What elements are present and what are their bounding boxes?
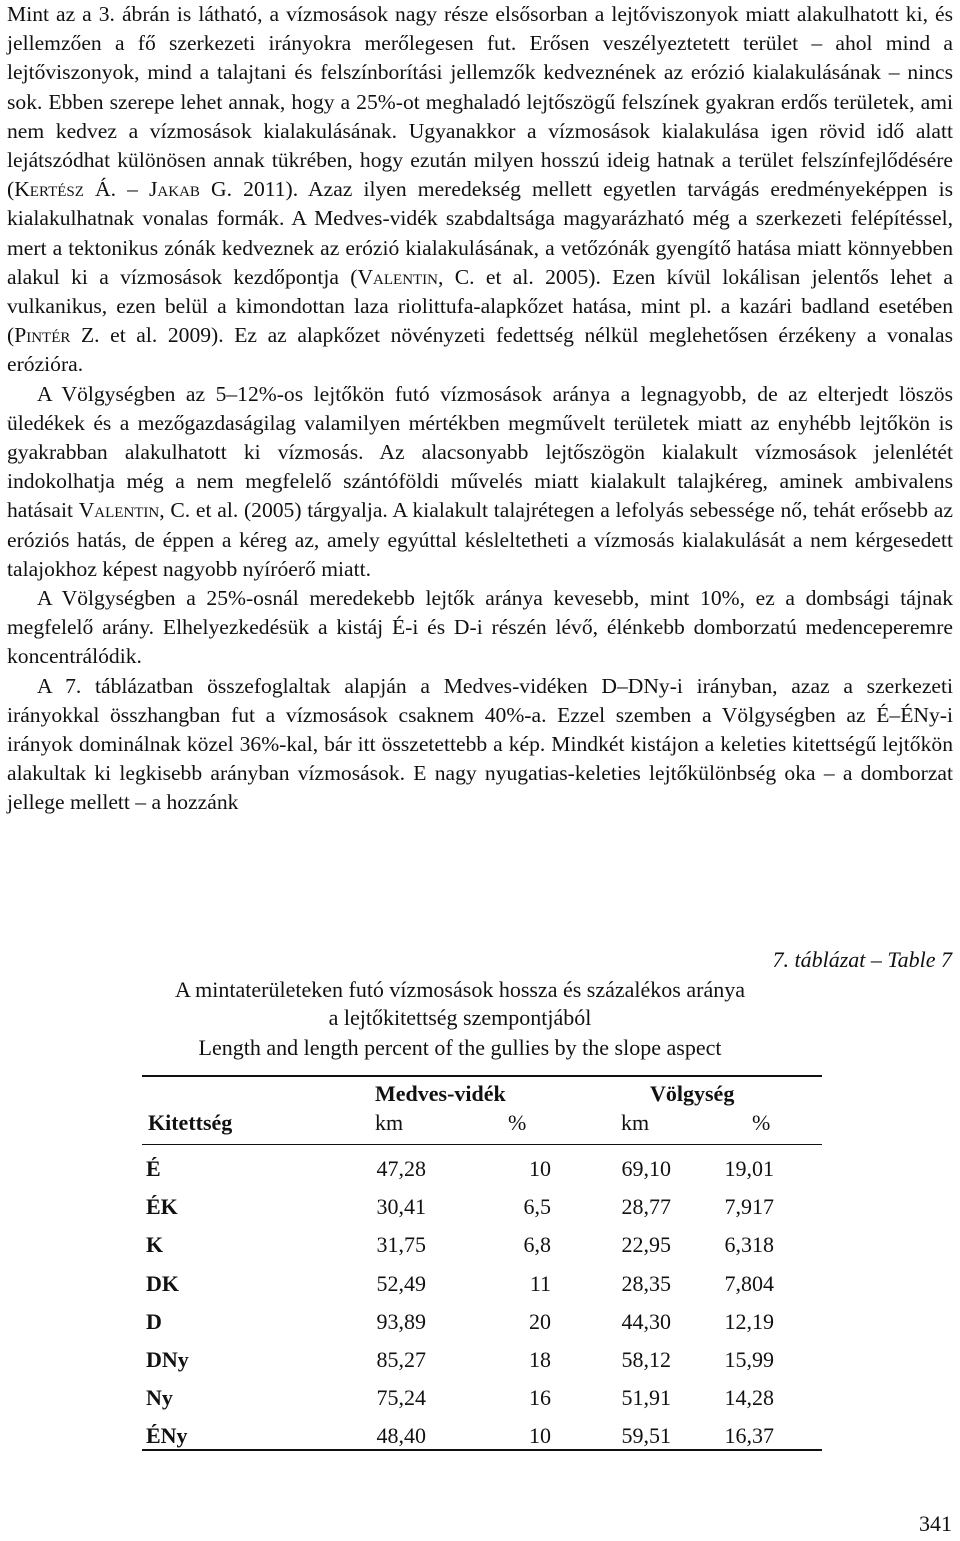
text-run: , C. et al. (2005) tárgyalja. A kialakult talajrétegen a lefolyás sebessége nő, tehát erősebb az eróziós hatás, de éppen a kéreg az, amely egyúttal késleltetheti a vízmosás kialakulását a nem kérgesedett talajokhoz képest nagyobb nyíróerő miatt.: [7, 498, 953, 581]
aspect-cell: ÉK: [146, 1194, 178, 1220]
paragraph: [7, 380, 953, 584]
author-name: Jakab: [149, 177, 200, 202]
paragraph: [7, 0, 953, 380]
medves-pct-cell: 10: [529, 1423, 551, 1449]
medves-km-cell: 31,75: [376, 1232, 426, 1258]
table-row: [146, 1150, 774, 1188]
volgyseg-km-cell: 28,77: [621, 1194, 671, 1220]
medves-pct-cell: 11: [529, 1270, 551, 1296]
table-row: [146, 1226, 774, 1264]
table-row: [146, 1265, 774, 1303]
aspect-cell: D: [146, 1308, 162, 1334]
medves-pct-cell: 18: [529, 1347, 551, 1373]
volgyseg-km-cell: 28,35: [621, 1270, 671, 1296]
table-title-en: Length and length percent of the gullies by the slope aspect: [198, 1035, 722, 1060]
aspect-cell: ÉNy: [146, 1423, 188, 1449]
volgyseg-pct-cell: 7,917: [724, 1194, 774, 1220]
volgyseg-pct-cell: 19,01: [724, 1156, 774, 1182]
table-top-rule: [142, 1075, 822, 1077]
medves-km-cell: 93,89: [376, 1308, 426, 1334]
medves-pct-cell: 20: [529, 1308, 551, 1334]
medves-km-cell: 47,28: [376, 1156, 426, 1182]
text-run: A Völgységben a 25%-osnál meredekebb lejtők aránya kevesebb, mint 10%, ez a dombsági tájnak megfelelő arány. Elhelyezkedésük a kistáj É-i és D-i részén lévő, élénkebb domborzatú medenceperemre koncentrálódik.: [7, 586, 953, 669]
volgyseg-km-cell: 22,95: [621, 1232, 671, 1258]
paragraph: [7, 672, 953, 818]
aspect-cell: DK: [146, 1270, 179, 1296]
author-name: Valentin: [78, 498, 160, 523]
volgyseg-pct-cell: 16,37: [724, 1423, 774, 1449]
table-header-rule: [142, 1144, 822, 1145]
author-name: Valentin: [357, 264, 439, 289]
paragraph: [7, 584, 953, 672]
medves-km-cell: 52,49: [376, 1270, 426, 1296]
medves-pct-cell: 6,5: [523, 1194, 551, 1220]
author-name: Pintér: [14, 323, 71, 348]
volgyseg-pct-cell: 12,19: [724, 1308, 774, 1334]
body-text: [7, 0, 953, 818]
volgyseg-km-cell: 59,51: [621, 1423, 671, 1449]
medves-km-cell: 85,27: [376, 1347, 426, 1373]
page-number: 341: [919, 1511, 952, 1536]
medves-km-cell: 48,40: [376, 1423, 426, 1449]
volgyseg-pct-cell: 7,804: [724, 1270, 774, 1296]
text-run: Á. –: [83, 177, 150, 202]
column-header-km-volgyseg: km: [621, 1110, 650, 1135]
medves-pct-cell: 6,8: [523, 1232, 551, 1258]
table-title-hu-line1: A mintaterületeken futó vízmosások hossza és százalékos aránya: [175, 977, 745, 1002]
group-header-medves: Medves-vidék: [375, 1081, 506, 1106]
volgyseg-pct-cell: 14,28: [724, 1385, 774, 1411]
table-row: [146, 1303, 774, 1341]
text-run: Z. et al. 2009). Ez az alapkőzet növényzeti fedettség nélkül meglehetősen érzékeny a vonalas erózióra.: [7, 323, 953, 377]
column-header-km-medves: km: [375, 1110, 404, 1135]
volgyseg-km-cell: 51,91: [621, 1385, 671, 1411]
group-header-volgyseg: Völgység: [650, 1081, 735, 1106]
volgyseg-pct-cell: 15,99: [724, 1347, 774, 1373]
data-table: [146, 1150, 774, 1456]
aspect-cell: DNy: [146, 1347, 189, 1373]
column-header-pct-medves: %: [508, 1110, 527, 1135]
volgyseg-km-cell: 44,30: [621, 1308, 671, 1334]
text-run: G. 2011). Azaz ilyen meredekség mellett egyetlen tarvágás eredményeképpen is kialakulhatnak vonalas formák. A Medves-vidék szabdaltsága magyarázható még a szerkezeti felépítéssel, mert a tektonikus zónák kedveznek az erózió kialakulásának, a vetőzónák gyengítő hatása miatt könnyebben alakul ki a vízmosások kezdőpontja (: [7, 177, 953, 289]
text-run: Mint az a 3. ábrán is látható, a vízmosások nagy része elsősorban a lejtőviszonyok miatt alakulhatott ki, és jellemzően a fő szerkezeti irányokra merőlegesen fut. Erősen veszélyeztetett terület – ahol mind a lejtőviszonyok, mind a talajtani és felszínborítási jellemzők kedveznének az erózió kialakulásának – nincs sok. Ebben szerepe lehet annak, hogy a 25%-ot meghaladó lejtőszögű felszínek gyakran erdős területek, ami nem kedvez a vízmosások kialakulásának. Ugyanakkor a vízmosások kialakulása igen rövid idő alatt lejátszódhat különösen annak tükrében, hogy ezután milyen hosszú ideig hatnak a terület felszínfejlődésére (: [7, 2, 953, 202]
text-run: , C. et al. 2005). Ezen kívül lokálisan jelentős lehet a vulkanikus, ezen belül a kimondottan laza riolittufa-alapkőzet hatása, mint pl. a kazári badland esetében (: [7, 264, 953, 348]
medves-pct-cell: 10: [529, 1156, 551, 1182]
aspect-cell: Ny: [146, 1385, 173, 1411]
table-number: 7. táblázat – Table 7: [772, 947, 952, 972]
volgyseg-pct-cell: 6,318: [724, 1232, 774, 1258]
table-row: [146, 1188, 774, 1226]
volgyseg-km-cell: 58,12: [621, 1347, 671, 1373]
column-header-kitettseg: Kitettség: [148, 1110, 233, 1135]
medves-km-cell: 75,24: [376, 1385, 426, 1411]
table-row: [146, 1379, 774, 1417]
aspect-cell: É: [146, 1156, 161, 1182]
medves-pct-cell: 16: [529, 1385, 551, 1411]
table-row: [146, 1341, 774, 1379]
table-title-hu-line2: a lejtőkitettség szempontjából: [328, 1005, 592, 1030]
author-name: Kertész: [14, 177, 84, 202]
volgyseg-km-cell: 69,10: [621, 1156, 671, 1182]
aspect-cell: K: [146, 1232, 164, 1258]
text-run: A Völgységben az 5–12%-os lejtőkön futó vízmosások aránya a legnagyobb, de az elterjedt löszös üledékek és a mezőgazdaságilag valamilyen mértékben megművelt területek miatt az enyhébb lejtőkön is gyakrabban alakulhatott ki vízmosás. Az alacsonyabb lejtőszögön kialakult vízmosások jelenlétét indokolhatja még a nem megfelelő szántóföldi művelés miatt kialakult talajkéreg, aminek ambivalens hatásait: [7, 381, 953, 523]
medves-km-cell: 30,41: [376, 1194, 426, 1220]
column-header-pct-volgyseg: %: [752, 1110, 771, 1135]
text-run: A 7. táblázatban összefoglaltak alapján a Medves-vidéken D–DNy-i irányban, azaz a szerkezeti irányokkal összhangban fut a vízmosások csaknem 40%-a. Ezzel szemben a Völgységben az É–ÉNy-i irányok dominálnak közel 36%-kal, bár itt összetettebb a kép. Mindkét kistájon a keleties kitettségű lejtőkön alakultak ki legkisebb arányban vízmosások. E nagy nyugatias-keleties lejtőkülönbség oka – a domborzat jellege mellett – a hozzánk: [7, 673, 953, 815]
table-bottom-rule: [142, 1449, 822, 1451]
